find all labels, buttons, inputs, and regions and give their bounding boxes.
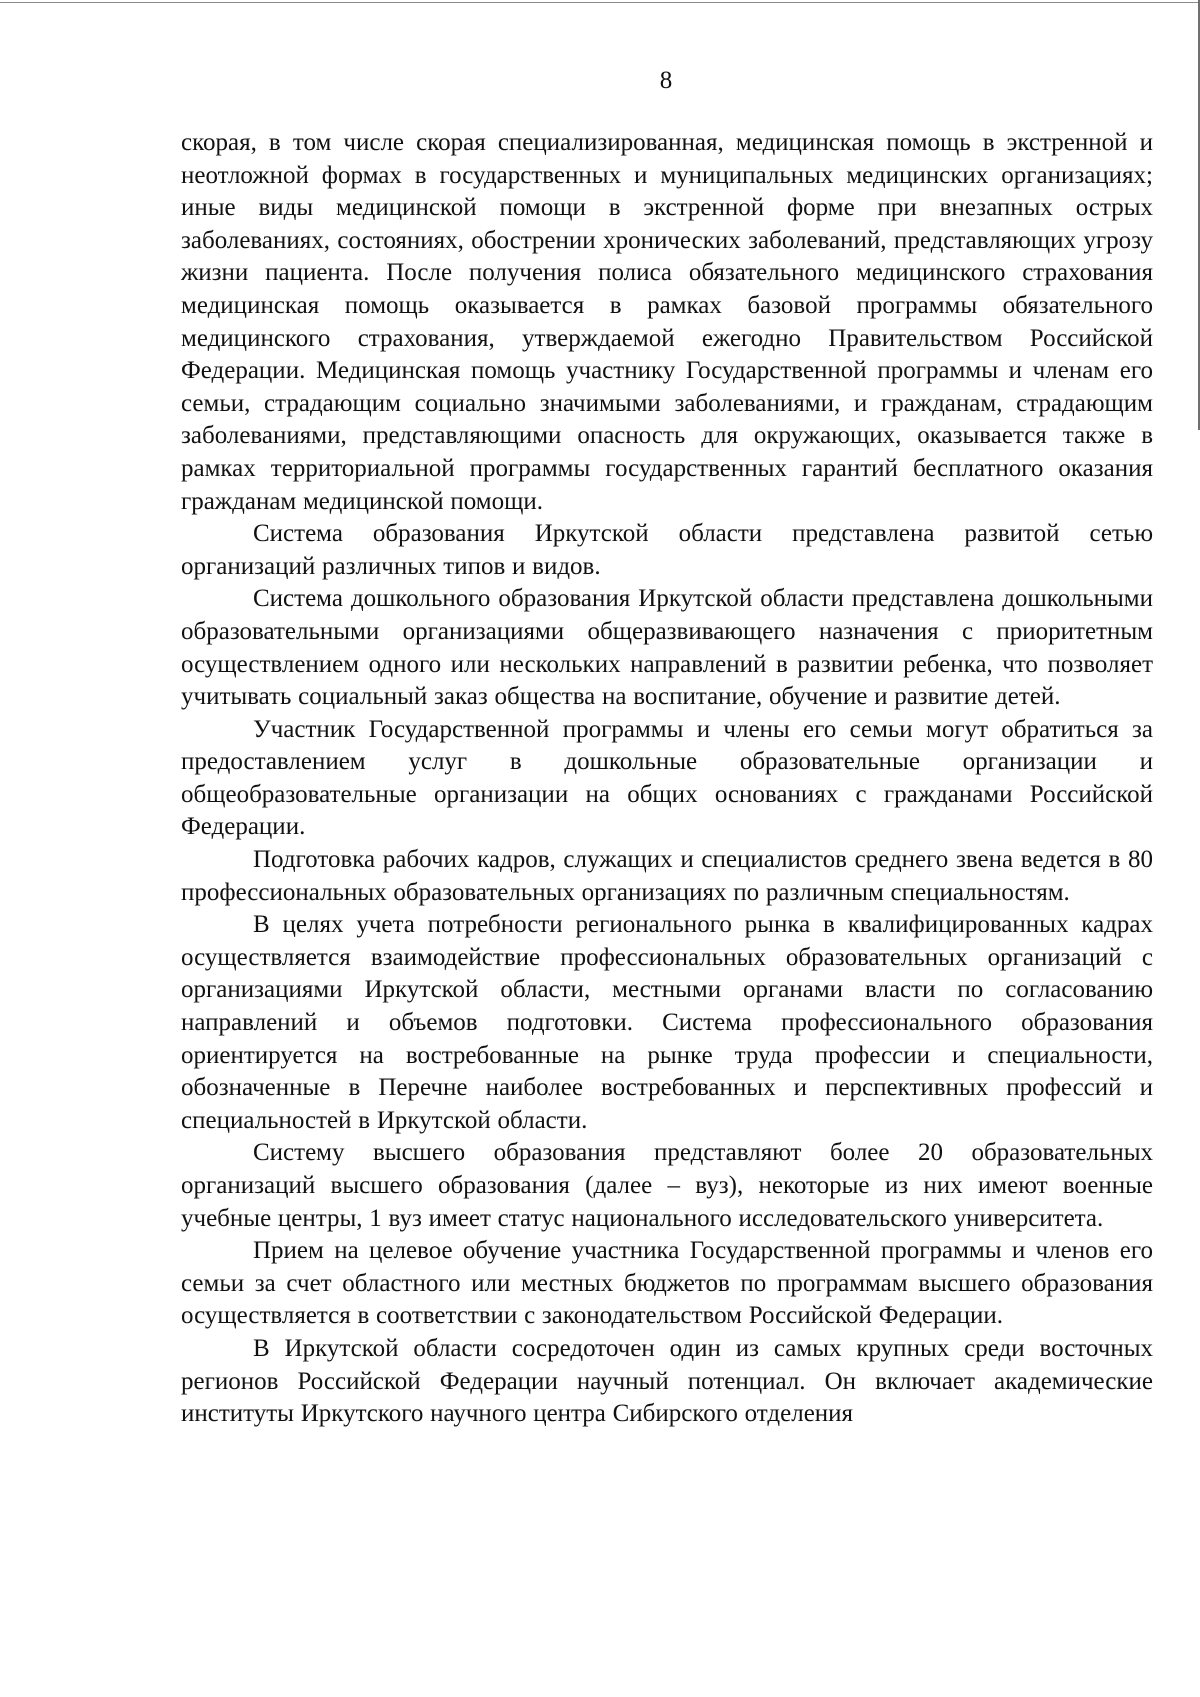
scan-top-edge xyxy=(0,2,1200,3)
paragraph-scientific-potential: В Иркутской области сосредоточен один из самых крупных среди восточных регионов Российской Федерации научный потенциал. Он включает академические институты Иркутского научного центра Сибирского отделения xyxy=(181,1334,1153,1428)
paragraph-regional-labor-market: В целях учета потребности регионального рынка в квалифицированных кадрах осуществляется взаимодействие профессиональных образовательных организаций с организациями Иркутской области, местными органами власти по согласованию направлений и объемов подготовки. Система профессионального образования ориентируется на востребованные на рынке труда профессии и специальности, обозначенные в Перечне наиболее востребованных и перспективных профессий и специальностей в Иркутской области. xyxy=(181,911,1153,1134)
paragraph-medical-care: скорая, в том числе скорая специализированная, медицинская помощь в экстренной и неотложной формах в государственных и муниципальных медицинских организациях; иные виды медицинской помощи в экстренной форме при внезапных острых заболеваниях, состояниях, обострении хронических заболеваний, представляющих угрозу жизни пациента. После получения полиса обязательного медицинского страхования медицинская помощь оказывается в рамках базовой программы обязательного медицинского страхования, утверждаемой ежегодно Правительством Российской Федерации. Медицинская помощь участнику Государственной программы и членам его семьи, страдающим социально значимыми заболеваниями, и гражданам, страдающим заболеваниями, представляющими опасность для окружающих, оказывается также в рамках территориальной программы государственных гарантий бесплатного оказания гражданам медицинской помощи. xyxy=(181,129,1153,515)
page-number: 8 xyxy=(659,67,673,94)
paragraph-preschool-education: Система дошкольного образования Иркутской области представлена дошкольными образовательными организациями общеразвивающего назначения с приоритетным осуществлением одного или нескольких направлений в развитии ребенка, что позволяет учитывать социальный заказ общества на воспитание, обучение и развитие детей. xyxy=(181,585,1153,711)
paragraph-higher-education: Систему высшего образования представляют более 20 образовательных организаций высшего образования (далее – вуз), некоторые из них имеют военные учебные центры, 1 вуз имеет статус национального исследовательского университета. xyxy=(181,1139,1153,1232)
paragraph-education-system: Система образования Иркутской области представлена развитой сетью организаций различных типов и видов. xyxy=(181,520,1153,580)
paragraph-participant-access: Участник Государственной программы и члены его семьи могут обратиться за предоставлением услуг в дошкольные образовательные организации и общеобразовательные организации на общих основаниях с гражданами Российской Федерации. xyxy=(181,715,1153,841)
document-body xyxy=(181,127,1153,1431)
paragraph-targeted-admission: Прием на целевое обучение участника Государственной программы и членов его семьи за счет областного или местных бюджетов по программам высшего образования осуществляется в соответствии с законодательством Российской Федерации. xyxy=(181,1237,1153,1330)
paragraph-vocational-training: Подготовка рабочих кадров, служащих и специалистов среднего звена ведется в 80 профессиональных образовательных организациях по различным специальностям. xyxy=(181,846,1153,906)
